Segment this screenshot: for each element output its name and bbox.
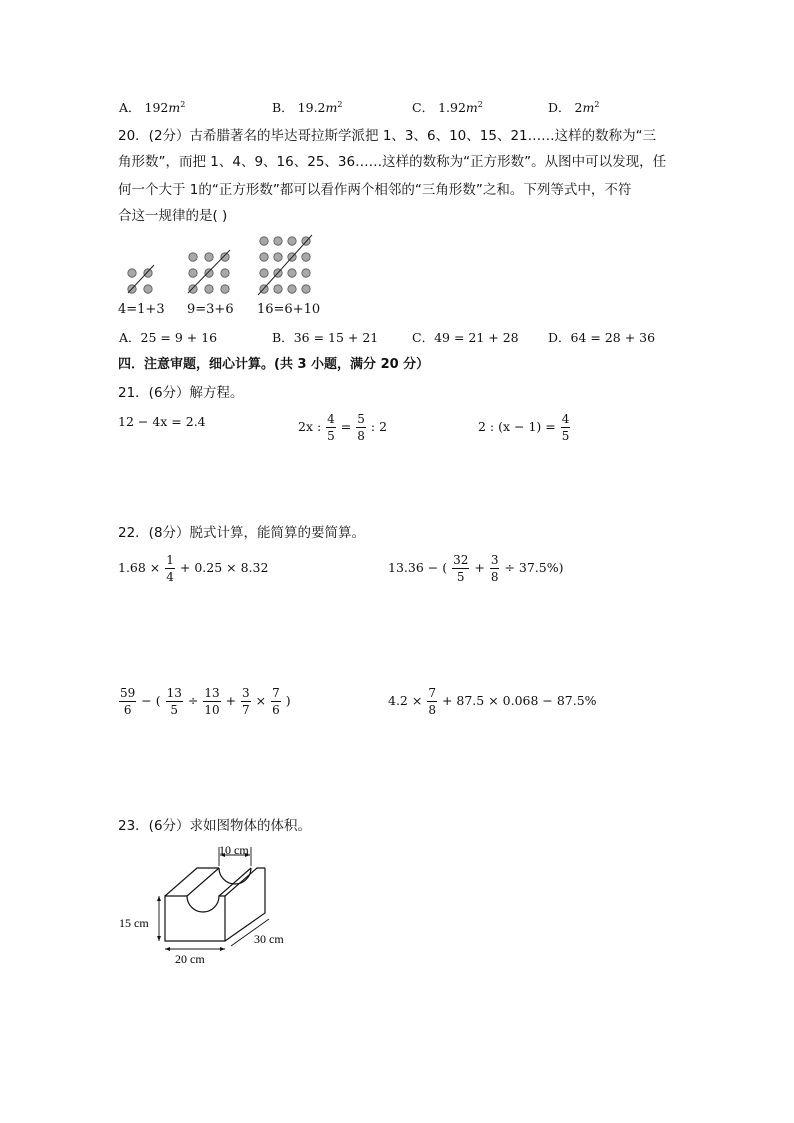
q20-line-3: 何一个大于 1的“正方形数”都可以看作两个相邻的“三角形数”之和。下列等式中，不符 xyxy=(118,182,632,198)
q20-line-4: 合这一规律的是( ) xyxy=(118,208,228,224)
q20-dot-figure xyxy=(118,234,338,298)
q22-expression-2: 13.36 − ( $\frac{32}{5}$ + $\frac{3}{8}$ ÷ 37.5%) xyxy=(388,553,564,584)
q20-option-a[interactable]: A．25 = 9 + 16 xyxy=(119,330,218,345)
q20-option-c[interactable]: C．49 = 21 + 28 xyxy=(412,330,519,345)
fraction: $\frac{32}{5}$ xyxy=(453,553,469,584)
q23-label-left: 15 cm xyxy=(119,916,149,930)
fraction: $\frac{3}{7}$ xyxy=(242,686,250,717)
q22-expression-3: $\frac{59}{6}$ − ( $\frac{13}{5}$ ÷ $\frac{13}{10}$ + $\frac{3}{7}$ × $\frac{7}{6}$ ) xyxy=(120,686,291,717)
q23-label-right: 30 cm xyxy=(254,932,284,946)
q21-title: 21．(6分）解方程。 xyxy=(118,385,244,401)
q20-option-d[interactable]: D．64 = 28 + 36 xyxy=(548,330,656,345)
fraction: $\frac{7}{8}$ xyxy=(428,686,436,717)
q20-line-1: 20．(2分）古希腊著名的毕达哥拉斯学派把 1、3、6、10、15、21……这样的数称为“三 xyxy=(118,128,657,144)
q19-option-c[interactable]: C． $1.92m^2$ xyxy=(412,99,483,115)
q20-figure-label-1: 4=1+3 xyxy=(118,302,165,317)
q23-label-top: 10 cm xyxy=(219,843,249,857)
q21-equation-1: 12 − 4x = 2.4 xyxy=(118,414,206,429)
q19-option-d[interactable]: D． $2m^2$ xyxy=(548,99,600,115)
q22-expression-4: 4.2 × $\frac{7}{8}$ + 87.5 × 0.068 − 87.5% xyxy=(388,686,597,717)
q20-figure-label-2: 9=3+6 xyxy=(187,302,234,317)
q22-expression-1: 1.68 × $\frac{1}{4}$ + 0.25 × 8.32 xyxy=(118,553,269,584)
fraction: $\frac{1}{4}$ xyxy=(166,553,174,584)
q20-option-b[interactable]: B．36 = 15 + 21 xyxy=(272,330,379,345)
q20-line-2: 角形数”，而把 1、4、9、16、25、36……这样的数称为“正方形数”。从图中可以发现，任 xyxy=(118,154,667,170)
q21-equation-2: 2x : $\frac{4}{5}$ = $\frac{5}{8}$ : 2 xyxy=(298,412,388,443)
fraction: $\frac{3}{8}$ xyxy=(490,553,499,584)
fraction: $\frac{4}{5}$ xyxy=(327,412,335,443)
fraction: $\frac{13}{5}$ xyxy=(166,686,182,717)
fraction: $\frac{13}{10}$ xyxy=(204,686,220,717)
q21-equation-3: 2 : (x − 1) = $\frac{4}{5}$ xyxy=(478,412,570,443)
q23-title: 23．(6分）求如图物体的体积。 xyxy=(118,818,312,834)
q23-label-bottom: 20 cm xyxy=(175,952,205,966)
fraction: $\frac{59}{6}$ xyxy=(120,686,136,717)
fraction: $\frac{7}{6}$ xyxy=(272,686,280,717)
q20-figure-label-3: 16=6+10 xyxy=(257,302,321,317)
q23-solid-figure xyxy=(115,838,330,970)
q19-option-b[interactable]: B． $19.2m^2$ xyxy=(272,99,343,115)
fraction: $\frac{5}{8}$ xyxy=(357,412,365,443)
q22-title: 22．(8分）脱式计算，能简算的要简算。 xyxy=(118,525,366,541)
q19-option-a[interactable]: A． $192m^2$ xyxy=(119,99,186,115)
section-4-title: 四．注意审题，细心计算。(共 3 小题，满分 20 分） xyxy=(118,357,430,372)
fraction: $\frac{4}{5}$ xyxy=(561,412,570,443)
